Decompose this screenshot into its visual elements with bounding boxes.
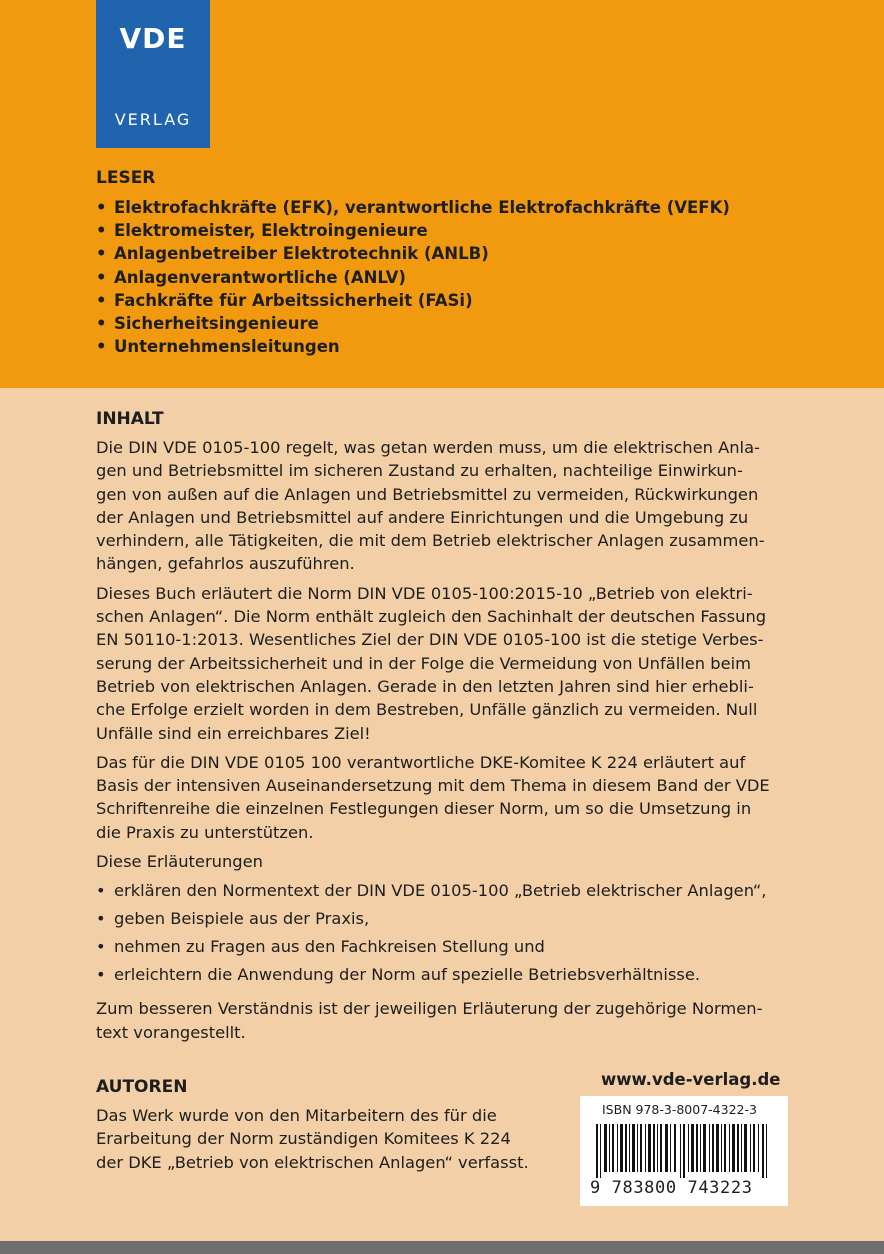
reader-item: • Elektrofachkräfte (EFK), verantwortliche Elektrofachkräfte (VEFK) bbox=[96, 196, 730, 219]
content-heading: INHALT bbox=[96, 409, 164, 429]
content-paragraph-1: Die DIN VDE 0105-100 regelt, was getan werden muss, um die elektrischen Anla- gen und Betriebsmittel im sicheren Zustand zu erhalten, nachteilige Einwirkun- gen von außen auf die Anlagen und Betriebsmittel zu vermeiden, Rückwirkungen der Anlagen und Betriebsmittel auf andere Einrichtungen und die Umgebung zu verhindern, alle Tätigkeiten, die mit dem Betrieb elektrischer Anlagen zusammen- hängen, gefahrlos auszuführen. bbox=[96, 438, 765, 574]
reader-item: • Anlagenbetreiber Elektrotechnik (ANLB) bbox=[96, 242, 730, 265]
isbn-digits: 9 783800 743223 bbox=[590, 1178, 753, 1198]
readers-heading: LESER bbox=[96, 168, 156, 188]
content-paragraph-4: Diese Erläuterungen bbox=[96, 852, 263, 872]
barcode-icon bbox=[596, 1124, 774, 1178]
bullet: • bbox=[96, 314, 107, 334]
content-list-item: • nehmen zu Fragen aus den Fachkreisen Stellung und bbox=[96, 935, 786, 963]
content-paragraph-3: Das für die DIN VDE 0105 100 verantwortliche DKE-Komitee K 224 erläutert auf Basis der intensiven Auseinandersetzung mit dem Thema in diesem Band der VDE Schriftenreihe die einzelnen Festlegungen dieser Norm, um so die Umsetzung in die Praxis zu unterstützen. bbox=[96, 752, 770, 842]
logo-sub: VERLAG bbox=[114, 110, 192, 129]
reader-item: • Fachkräfte für Arbeitssicherheit (FASi) bbox=[96, 289, 730, 312]
content-list-item: • geben Beispiele aus der Praxis, bbox=[96, 907, 786, 935]
reader-item: • Unternehmensleitungen bbox=[96, 335, 730, 358]
authors-text: Das Werk wurde von den Mitarbeitern des für die Erarbeitung der Norm zuständigen Komitees K 224 der DKE „Betrieb von elektrischen Anlagen“ verfasst. bbox=[96, 1106, 529, 1172]
authors-heading: AUTOREN bbox=[96, 1077, 188, 1097]
content-list-item: • erleichtern die Anwendung der Norm auf spezielle Betriebsverhältnisse. bbox=[96, 963, 786, 991]
bullet: • bbox=[96, 290, 107, 310]
bullet: • bbox=[96, 965, 106, 985]
reader-item: • Anlagenverantwortliche (ANLV) bbox=[96, 266, 730, 289]
bullet: • bbox=[96, 337, 107, 357]
content-list bbox=[96, 879, 786, 991]
bullet: • bbox=[96, 881, 106, 901]
reader-item: • Elektromeister, Elektroingenieure bbox=[96, 219, 730, 242]
vde-verlag-logo bbox=[96, 0, 210, 148]
isbn-label: ISBN 978-3-8007-4322-3 bbox=[602, 1102, 757, 1117]
content-paragraph-2: Dieses Buch erläutert die Norm DIN VDE 0105-100:2015-10 „Betrieb von elektri- schen Anlagen“. Die Norm enthält zugleich den Sachinhalt der deutschen Fassung EN 50110-1:2013. Wesentliches Ziel der DIN VDE 0105-100 ist die stetige Verbes- serung der Arbeitssicherheit und in der Folge die Vermeidung von Unfällen beim Betrieb von elektrischen Anlagen. Gerade in den letzten Jahren sind hier erhebli- che Erfolge erzielt worden in dem Bestreben, Unfälle gänzlich zu vermeiden. Null Unfälle sind ein erreichbares Ziel! bbox=[96, 583, 767, 743]
content-paragraph-5: Zum besseren Verständnis ist der jeweiligen Erläuterung der zugehörige Normen- text vorangestellt. bbox=[96, 999, 763, 1042]
bullet: • bbox=[96, 244, 107, 264]
logo-brand: VDE bbox=[119, 22, 187, 55]
bullet: • bbox=[96, 221, 107, 241]
isbn-barcode-box bbox=[580, 1096, 788, 1206]
bottom-edge bbox=[0, 1241, 884, 1254]
content-body bbox=[96, 436, 786, 1050]
bullet: • bbox=[96, 267, 107, 287]
bullet: • bbox=[96, 909, 106, 929]
bullet: • bbox=[96, 198, 107, 217]
readers-list bbox=[96, 196, 730, 358]
content-list-item: • erklären den Normentext der DIN VDE 0105-100 „Betrieb elektrischer Anlagen“, bbox=[96, 879, 786, 907]
reader-item: • Sicherheitsingenieure bbox=[96, 312, 730, 335]
website-link[interactable]: www.vde-verlag.de bbox=[601, 1070, 781, 1089]
bullet: • bbox=[96, 937, 106, 957]
